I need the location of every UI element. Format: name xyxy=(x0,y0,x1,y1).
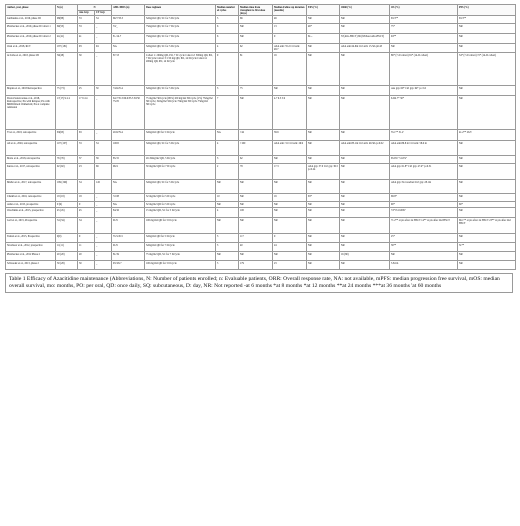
cell-aza: 53 xyxy=(78,24,95,34)
header-aza-grp: Aza Grp xyxy=(78,10,95,16)
cell-pfs: NR xyxy=(458,234,516,243)
cell-dose: 75mg/m2 QD, SC for 7 D/cycle xyxy=(145,24,216,34)
cell-orr: NR xyxy=(340,130,390,141)
cell-n: 45 (45) xyxy=(56,208,78,218)
cell-author: Maples et al., 2018 Retrospective xyxy=(6,86,56,96)
cell-tf: 179 xyxy=(239,261,273,270)
cell-pfs: NR xyxy=(458,194,516,202)
cell-fu: 23 xyxy=(273,261,307,270)
header-ct-grp: CT Grp xyxy=(95,10,112,16)
cell-ct: 54 xyxy=(95,16,112,24)
cell-aml: 55.5/45.5 xyxy=(112,234,145,243)
table-row xyxy=(6,208,516,218)
cell-dose: 20-32mg/m2 QD, 5 D/cycle xyxy=(145,156,216,164)
cell-fu: 19 xyxy=(273,53,307,86)
cell-os: 86* (7-D cohort) 81* (14-D cohort) xyxy=(390,53,458,86)
cell-aml: 96/4 xyxy=(112,164,145,180)
cell-dose: 32 mg/m2 QD for 5 D/cycle xyxy=(145,202,216,208)
cell-os: 65.6%'' 51.8%'' xyxy=(390,156,458,164)
cell-cyc: 3 xyxy=(216,234,239,243)
cell-fu: NR xyxy=(273,218,307,234)
cell-os: 74* P=0.0067 xyxy=(390,208,458,218)
cell-os: AZA grp: 61.8* Ctrl grp: 47.4* p=0.51 xyxy=(390,164,458,180)
cell-ct: _ xyxy=(95,34,112,44)
cell-orr: 37(Allo-HSCT) 69 (Without Allo-HSCT) xyxy=(340,34,390,44)
cell-efs: NR xyxy=(307,261,340,270)
table-header xyxy=(6,5,516,16)
cell-cyc: 9 xyxy=(216,53,239,86)
cell-dose: 75 mg/m2 QD, SC for 7 D/cycle xyxy=(145,252,216,261)
cell-ct: _ xyxy=(95,243,112,252)
cell-orr: AZA arm:24.6m Ctrl arm: 15.5m p0.43 xyxy=(340,44,390,53)
cell-orr: NR xyxy=(340,218,390,234)
cell-n: 30 (28) xyxy=(56,261,78,270)
table-row xyxy=(6,44,516,53)
cell-efs: 61-- xyxy=(307,34,340,44)
cell-author: Goll et al., 2015, Prospective xyxy=(6,218,56,234)
cell-orr: NR xyxy=(340,243,390,252)
cell-pfs: NR xyxy=(458,180,516,194)
cell-efs: AZA grp: 37.0 Ctrl grp: 36.5 p=0.24 xyxy=(307,164,340,180)
cell-author: Kuria et al., 2017, retrospective xyxy=(6,164,56,180)
cell-dose: 32 mg/m2 QD for 5 D/cycle xyxy=(145,194,216,202)
cell-efs: NR xyxy=(307,96,340,130)
cell-ct: _ xyxy=(95,96,112,130)
cell-tf: 100 xyxy=(239,208,273,218)
cell-aza: 93 xyxy=(78,44,95,53)
cell-n: 18 (18) xyxy=(56,194,78,202)
header-time-first-dose: Median time from transplant to first dose (days) xyxy=(239,5,273,16)
cell-aml: 81/19 xyxy=(112,252,145,261)
cell-aml: 74.6/25.4 xyxy=(112,86,145,96)
cell-dose: 32mg/m2 QD, SC for 5 D/cycle xyxy=(145,180,216,194)
cell-n: 92 (92) xyxy=(56,164,78,180)
cell-ct: 94 xyxy=(95,44,112,53)
header-followup: Median Follow up duration (months) xyxy=(273,5,307,16)
table-row xyxy=(6,218,516,234)
cell-orr: NR xyxy=(340,24,390,34)
cell-orr: NR xyxy=(340,156,390,164)
cell-cyc: NR xyxy=(216,252,239,261)
cell-efs: NR xyxy=(307,234,340,243)
cell-ct: _ xyxy=(95,194,112,202)
cell-dose: 30 mg/m2 QD for 7 D/cycle xyxy=(145,164,216,180)
cell-cyc: 2 xyxy=(216,164,239,180)
table-row xyxy=(6,156,516,164)
cell-ct: 50 xyxy=(95,86,112,96)
cell-ct: 39 xyxy=(95,156,112,164)
cell-efs: NR xyxy=(307,252,340,261)
cell-dose: 32mg/m2 QD, SC for 5 D/cycle xyxy=(145,44,216,53)
cell-dose: 32mg/m2 QD, SC for 5 D/cycle xyxy=(145,16,216,24)
cell-tf: NR xyxy=(239,34,273,44)
cell-aml: 53/_ xyxy=(112,24,145,34)
cell-orr: NR xyxy=(340,208,390,218)
cell-aza: 17 9 4 4 xyxy=(78,96,95,130)
table-row xyxy=(6,164,516,180)
cell-efs: NR xyxy=(307,243,340,252)
cell-pfs: 63.3** xyxy=(458,16,516,24)
efficacy-table xyxy=(5,4,516,270)
cell-aza: 9 xyxy=(78,202,95,208)
table-caption: Table 1 Efficacy of Azacitidine maintenance (Abbreviations, N: Number of patients enrolled; n: Evaluable patients, ORR: Overall response rate, NA: not available, mPFS: median progression free survival, mOS: median overall survival, mo: months, PO: per oral, QD: once daily, SQ: subcutaneous, D: day, NR: Not reported -at 6 months *at 8 months *at 12 months **at 24 months ***at 36 months 'at 60 months xyxy=(5,273,513,292)
cell-orr: NR xyxy=(340,86,390,96)
cell-orr: NR xyxy=(340,234,390,243)
cell-author: Oran et al., 2018, RCT xyxy=(6,44,56,53)
cell-tf: NR xyxy=(239,96,273,130)
cell-fu: 9 xyxy=(273,34,307,44)
cell-cyc: 3 xyxy=(216,86,239,96)
cell-aml: 8/-/14.7 xyxy=(112,34,145,44)
cell-tf: 75 xyxy=(239,86,273,96)
table-row xyxy=(6,194,516,202)
header-efs: EFS (%) xyxy=(307,5,340,16)
cell-cyc: NR xyxy=(216,202,239,208)
cell-tf: >42 xyxy=(239,130,273,141)
cell-dose: 32mg/m2 QD for 5 D/cycle xyxy=(145,130,216,141)
cell-ct: _ xyxy=(95,261,112,270)
cell-pfs: 66.1** at pts after 1st HSCT 23** at pts after 2nd HSCT xyxy=(458,218,516,234)
header-os: OS (%) xyxy=(390,5,458,16)
cell-cyc: NR xyxy=(216,180,239,194)
cell-author: Drozd-Sokolowska et al., 2018, Retrospective; Pts with Relapse; Pts with MRD/mixed Chimerism; Pts at complete remission xyxy=(6,96,56,130)
cell-n: 9(9) xyxy=(56,234,78,243)
cell-aml: 20.6/79.4 xyxy=(112,130,145,141)
cell-dose: 75mg/m2 QD, SC for 7 D/cycle xyxy=(145,34,216,44)
cell-ct: _ xyxy=(95,24,112,34)
cell-dose: 32mg/m2 QD, SC for 5 D/cycle xyxy=(145,86,216,96)
cell-author: Stromwer et al., 2012, prospective xyxy=(6,243,56,252)
cell-ct: 54 xyxy=(95,141,112,156)
cell-cyc: 3 xyxy=(216,243,239,252)
header-author: Author, year, phase xyxy=(6,5,56,16)
cell-aml: 91/9 xyxy=(112,243,145,252)
cell-orr: NR xyxy=(340,96,390,130)
cell-orr: NR xyxy=(340,261,390,270)
cell-os: AZA grp: Not reached Ctrl grp: 28.1m xyxy=(390,180,458,194)
cell-fu: NR xyxy=(273,208,307,218)
cell-ct: _ xyxy=(95,130,112,141)
cell-pfs: NR xyxy=(458,44,516,53)
cell-ct: _ xyxy=(95,53,112,86)
cell-os: 6.0m 7* 30* xyxy=(390,96,458,130)
cell-pfs: NR xyxy=(458,86,516,96)
cell-author: Motte et al., 2018, retrospective xyxy=(6,156,56,164)
cell-n: 187 (181) xyxy=(56,44,78,53)
cell-n: 199 (199) xyxy=(56,180,78,194)
cell-cyc: NR xyxy=(216,218,239,234)
header-n-group: N xyxy=(78,5,112,11)
cell-tf: NR xyxy=(239,180,273,194)
cell-efs: NR xyxy=(307,180,340,194)
cell-os: 71.2** at pts after 1st HSCT 14** at pts after 2nd HSCT xyxy=(390,218,458,234)
cell-tf: 81 xyxy=(239,53,273,86)
cell-pfs: NR xyxy=(458,208,516,218)
cell-efs: NR xyxy=(307,44,340,53)
cell-fu: 17.3 xyxy=(273,164,307,180)
cell-author: Yi et al., 2018, retrospective xyxy=(6,130,56,141)
cell-tf: 117 xyxy=(239,234,273,243)
cell-pfs: NR xyxy=(458,156,516,164)
cell-tf: NR xyxy=(239,24,273,34)
cell-fu: NR xyxy=(273,202,307,208)
table-row xyxy=(6,24,516,34)
cell-pfs: NR xyxy=(458,141,516,156)
cell-aml: 66/7/33.3 xyxy=(112,16,145,24)
cell-tf: NR xyxy=(239,202,273,208)
cell-pfs: 41.2** 26.5' xyxy=(458,130,516,141)
cell-n: 41(41) xyxy=(56,34,78,44)
cell-aza: 23 xyxy=(78,164,95,180)
cell-fu: 49 xyxy=(273,16,307,24)
cell-os: 68.8* xyxy=(390,194,458,202)
cell-tf: 62 xyxy=(239,156,273,164)
cell-pfs: NR xyxy=(458,34,516,44)
cell-pfs: NR xyxy=(458,252,516,261)
cell-aml: 91/9 xyxy=(112,218,145,234)
cell-author: de Lima et al., 2018, phase I/II xyxy=(6,53,56,86)
cell-author: Tuman et al., 2015, Prospective xyxy=(6,234,56,243)
cell-orr: NR xyxy=(340,194,390,202)
table-row xyxy=(6,34,516,44)
cell-author: Platzbecker et al., 2019, phase II Cohort 2 xyxy=(6,34,56,44)
cell-efs: NR xyxy=(307,218,340,234)
cell-ct: _ xyxy=(95,208,112,218)
cell-dose: 100 mg/m2 QD for 5 D/cycle xyxy=(145,218,216,234)
cell-dose: 32mg/m2 QD for 7 D/cycle xyxy=(145,243,216,252)
cell-os: 75* xyxy=(390,24,458,34)
cell-orr: NR xyxy=(340,53,390,86)
cell-n: 107 (107) xyxy=(56,141,78,156)
cell-os: 55.1** 31.2' xyxy=(390,130,458,141)
cell-aml: 85/15 xyxy=(112,156,145,164)
cell-pfs: NR xyxy=(458,96,516,130)
cell-fu: 4.7 9.5 5.9 xyxy=(273,96,307,130)
cell-os: NR xyxy=(390,252,458,261)
cell-aza: 30 xyxy=(78,261,95,270)
cell-cyc: 3 xyxy=(216,156,239,164)
table-row xyxy=(6,180,516,194)
cell-cyc: 5 xyxy=(216,16,239,24)
cell-author: Guillaume et al., 2019, phase III xyxy=(6,16,56,24)
cell-fu: 19 xyxy=(273,194,307,202)
cell-aml: 100/0 xyxy=(112,141,145,156)
cell-efs: NR xyxy=(307,16,340,24)
cell-aza: 37 xyxy=(78,156,95,164)
table-body xyxy=(6,16,516,270)
cell-cyc: 10 xyxy=(216,194,239,202)
cell-tf: 78 xyxy=(239,164,273,180)
cell-fu: 13 xyxy=(273,24,307,34)
cell-efs: NR xyxy=(307,130,340,141)
cell-pfs: NR xyxy=(458,261,516,270)
cell-author: Mishra et al., 2017, retrospective xyxy=(6,180,56,194)
cell-pfs: 31** xyxy=(458,243,516,252)
cell-n: 20 (20) xyxy=(56,252,78,261)
cell-os: 94** xyxy=(390,34,458,44)
cell-author: Platzbecker et al., 2019, phase II Cohort 1 xyxy=(6,24,56,34)
cell-os: 90* xyxy=(390,202,458,208)
cell-fu: AZA arm: 55.2 Ctrl arm: 48.7 xyxy=(273,44,307,53)
header-dose: Dose regimen xyxy=(145,5,216,16)
cell-dose: 15 mg/m2 QD, SC for 5 D/cycle xyxy=(145,208,216,218)
cell-pfs: NR xyxy=(458,24,516,34)
cell-cyc: 4 xyxy=(216,141,239,156)
cell-cyc: 7 xyxy=(216,96,239,130)
cell-n: 76 (76) xyxy=(56,156,78,164)
cell-os: Aza grp: 60* Ctrl grp: 64* p= 0.6 xyxy=(390,86,458,96)
cell-aza: 54 xyxy=(78,180,95,194)
cell-aml: NA xyxy=(112,44,145,53)
cell-aml: NA xyxy=(112,180,145,194)
cell-tf: 62 xyxy=(239,44,273,53)
cell-cyc: 6 xyxy=(216,34,239,44)
cell-efs: 46* xyxy=(307,24,340,34)
cell-os: 56** xyxy=(390,243,458,252)
cell-n: 63(63) xyxy=(56,130,78,141)
cell-efs: NR xyxy=(307,202,340,208)
cell-aza: 18 xyxy=(78,194,95,202)
header-orr: ORR (%) xyxy=(340,5,390,16)
cell-dose: 100 mg/m2 QD for 5 D/cycle xyxy=(145,261,216,270)
cell-pfs: 54* (7-D cohort) 72* (14-D cohort) xyxy=(458,53,516,86)
cell-fu: 38.9 xyxy=(273,130,307,141)
cell-dose: 32mg/m2 QD, SC for 5 D/cycle xyxy=(145,141,216,156)
cell-author: Ali et al., 2020, retrospective xyxy=(6,141,56,156)
cell-aml: NA xyxy=(112,202,145,208)
cell-aza: 45 xyxy=(78,208,95,218)
table-row xyxy=(6,96,516,130)
cell-os: AZA arm:86.8 m Ctrl arm: 58.6 m xyxy=(390,141,458,156)
cell-cyc: 4 xyxy=(216,208,239,218)
cell-ct: _ xyxy=(95,202,112,208)
cell-tf: NR xyxy=(239,218,273,234)
cell-ct: 69 xyxy=(95,164,112,180)
cell-os: 25* xyxy=(390,234,458,243)
cell-orr: 16 (80) xyxy=(340,252,390,261)
cell-os: NR xyxy=(390,44,458,53)
cell-tf: >100 xyxy=(239,141,273,156)
table-row xyxy=(6,130,516,141)
cell-aza: 41 xyxy=(78,34,95,44)
cell-orr: NR xyxy=(340,180,390,194)
cell-efs: NR xyxy=(307,208,340,218)
cell-dose: 75 mg/m2 5D/cycle (99%) 100 mg/m2 5D/cycle (1%) 75mg/m2 5D/cycle; 32mg/m2 5D/cycle 75mg/m2 5D/cycle 75mg/m2 5D/cycle xyxy=(145,96,216,130)
cell-cyc: 4 xyxy=(216,44,239,53)
cell-orr: NR xyxy=(340,164,390,180)
table-row xyxy=(6,261,516,270)
cell-aml: 64.7/35.3 66.6/33.3 50/50 75/25 xyxy=(112,96,145,130)
header-n: N (n) xyxy=(56,5,78,16)
cell-fu: NR xyxy=(273,180,307,194)
cell-aza: 20 xyxy=(78,252,95,261)
cell-aza: 53 xyxy=(78,141,95,156)
cell-os: 3.84 m xyxy=(390,261,458,270)
header-pfs: PFS (%) xyxy=(458,5,516,16)
cell-orr: AZA arm:83.1m Ctrl arm: 49.3m p=0.02 xyxy=(340,141,390,156)
document xyxy=(5,4,515,293)
cell-efs: NR xyxy=(307,156,340,164)
cell-aml: 84/16 xyxy=(112,208,145,218)
cell-orr: NR xyxy=(340,16,390,24)
cell-tf: NR xyxy=(239,194,273,202)
table-row xyxy=(6,86,516,96)
cell-n: 17(17) 9 4 4 xyxy=(56,96,78,130)
cell-author: Cheikh et al., 2016, retrospective xyxy=(6,194,56,202)
cell-fu: NR xyxy=(273,156,307,164)
cell-n: 9 (9) xyxy=(56,202,78,208)
cell-ct: _ xyxy=(95,252,112,261)
cell-ct: _ xyxy=(95,234,112,243)
cell-aza: 11 xyxy=(78,243,95,252)
header-cycles: Median number of cycles xyxy=(216,5,239,16)
cell-n: 98(88) xyxy=(56,16,78,24)
cell-dose: 32mg/m2 QD for 5 D/cycle xyxy=(145,234,216,243)
cell-aml: 87/13 xyxy=(112,53,145,86)
table-row xyxy=(6,252,516,261)
cell-efs: NR xyxy=(307,53,340,86)
cell-aml: 72/28 xyxy=(112,194,145,202)
cell-pfs: 60* xyxy=(458,202,516,208)
cell-ct: _ xyxy=(95,218,112,234)
table-row xyxy=(6,141,516,156)
cell-tf: 66 xyxy=(239,16,273,24)
cell-cyc: NA xyxy=(216,130,239,141)
cell-author: Ovechkina et al., 2015, prospective xyxy=(6,208,56,218)
cell-n: 11(11) xyxy=(56,243,78,252)
cell-pfs: NR xyxy=(458,164,516,180)
cell-fu: NR xyxy=(273,252,307,261)
cell-efs: NR xyxy=(307,86,340,96)
cell-author: Platzbecker et al., 2012 Phase 2 xyxy=(6,252,56,261)
cell-efs: 63* xyxy=(307,194,340,202)
cell-author: Schroeder et al., 2013, phase 2 xyxy=(6,261,56,270)
table-row xyxy=(6,16,516,24)
cell-tf: 40 xyxy=(239,243,273,252)
table-row xyxy=(6,243,516,252)
cell-cyc: 5 xyxy=(216,261,239,270)
cell-fu: 9 xyxy=(273,234,307,243)
cell-tf: NR xyxy=(239,252,273,261)
cell-cyc: 6 xyxy=(216,24,239,34)
cell-aza: 30 xyxy=(78,53,95,86)
header-aml-mds: AML/MDS (n) xyxy=(112,5,145,16)
cell-dose: Cohort 1: 200mg QD, PO, 7 D/ cycle Cohort 2: 300mg QD, PO, 7 D/cycle Cohort 3: 150 mg QD, PO, 14 D/cycle Cohort 4: 200mg QD, PO, 14 D/cycle xyxy=(145,53,216,86)
cell-ct: 145 xyxy=(95,180,112,194)
cell-aza: 63 xyxy=(78,130,95,141)
cell-os: 63.3** xyxy=(390,16,458,24)
cell-author: Ardat et al., 2015, prospective xyxy=(6,202,56,208)
cell-fu: 24 xyxy=(273,243,307,252)
cell-aza: 25 xyxy=(78,86,95,96)
table-row xyxy=(6,234,516,243)
cell-efs: NR xyxy=(307,141,340,156)
cell-fu: AZA arm: 31 Ctrl arm: 29.9 xyxy=(273,141,307,156)
table-row xyxy=(6,53,516,86)
cell-n: 30(28) xyxy=(56,53,78,86)
cell-aza: 9 xyxy=(78,234,95,243)
cell-n: 60(53) xyxy=(56,24,78,34)
cell-aza: 34 xyxy=(78,218,95,234)
cell-fu: NR xyxy=(273,86,307,96)
cell-n: 75 (73) xyxy=(56,86,78,96)
cell-aza: 53 xyxy=(78,16,95,24)
cell-aml: 93.3/6.7 xyxy=(112,261,145,270)
cell-orr: NR xyxy=(340,202,390,208)
cell-n: 34 (34) xyxy=(56,218,78,234)
